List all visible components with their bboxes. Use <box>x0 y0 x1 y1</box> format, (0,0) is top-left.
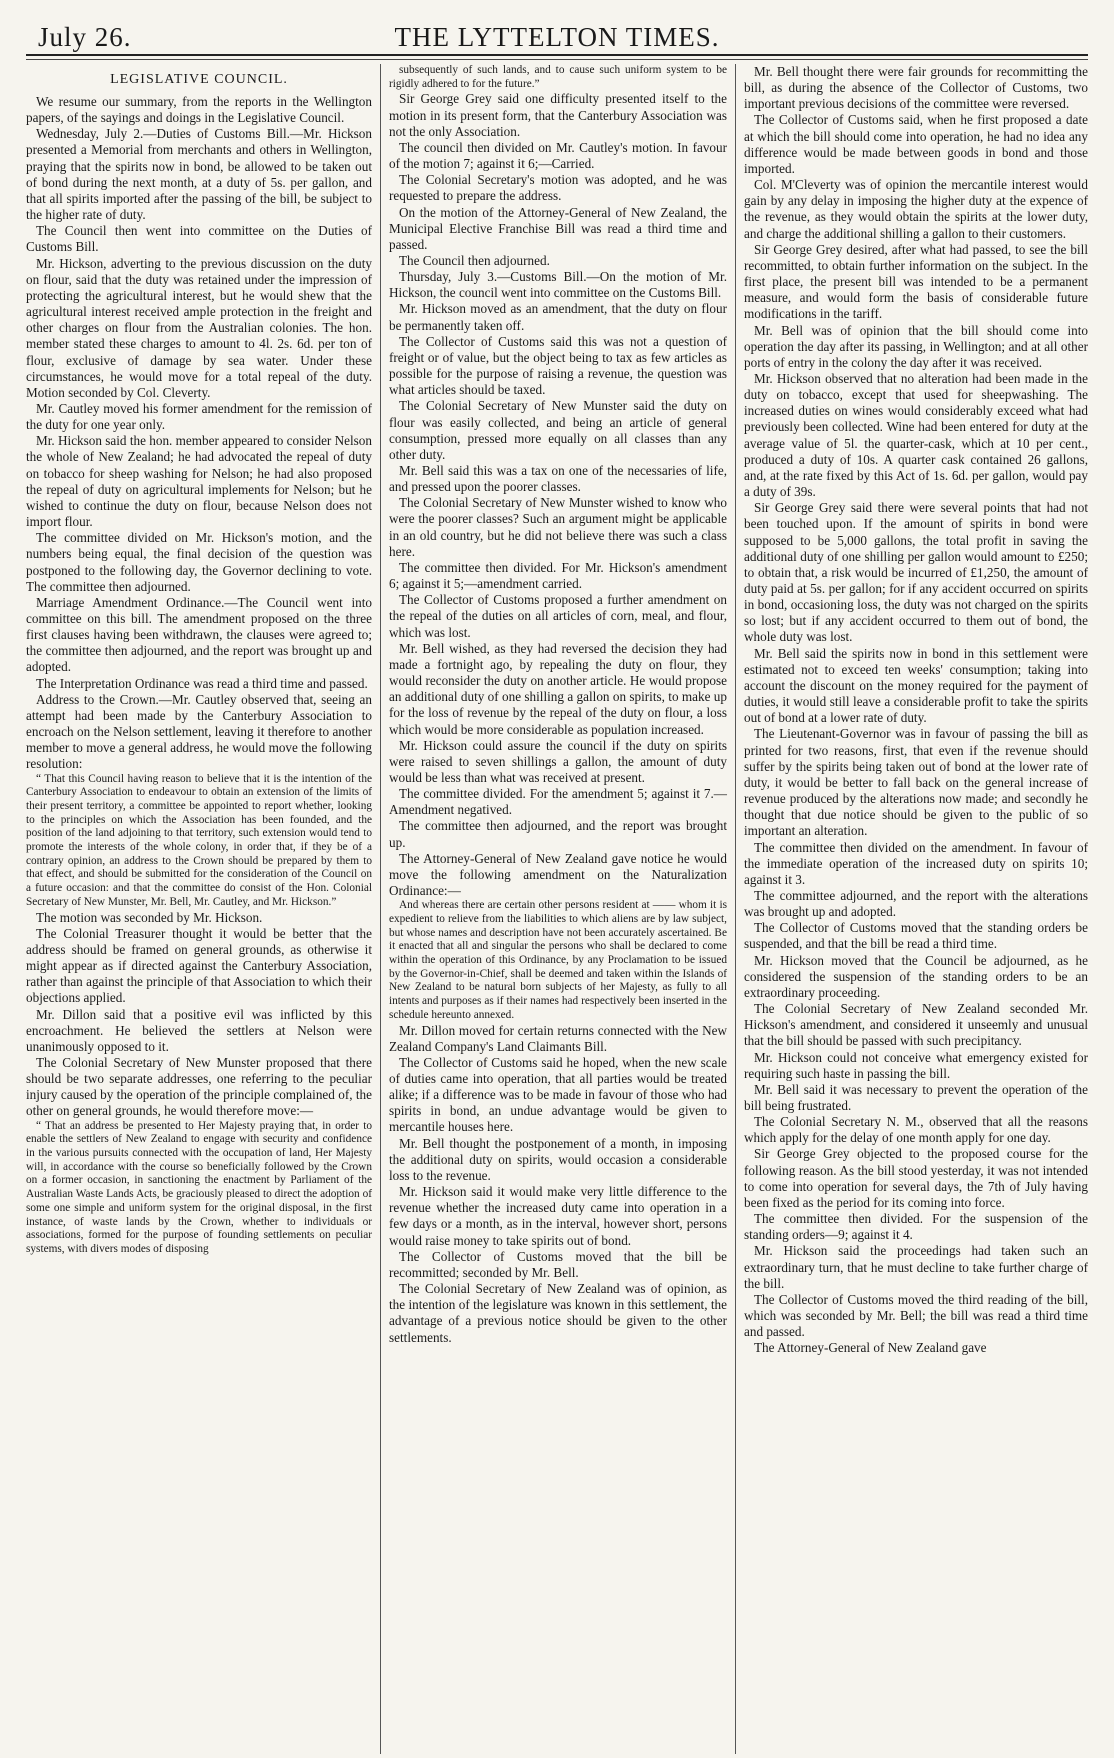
paragraph: The Interpretation Ordinance was read a third time and passed. <box>36 675 368 691</box>
paragraph: The motion was seconded by Mr. Hickson. <box>36 909 263 925</box>
issue-date: July 26. <box>38 22 132 52</box>
paragraph: Mr. Hickson moved that the Council be adjourned, as he considered the suspension of the standing orders to be an extraordinary proceeding. <box>744 952 1088 1000</box>
paragraph: The Colonial Treasurer thought it would be better that the address should be framed on general grounds, as otherwise it might appear as if directed against the Canterbury Association, rather than against the principle of that Association to which their objections applied. <box>26 925 372 1006</box>
paragraph: The Council then went into committee on the Duties of Customs Bill. <box>26 223 372 255</box>
paragraph: The Council then adjourned. <box>399 252 550 268</box>
paragraph: The Colonial Secretary's motion was adopted, and he was requested to prepare the address. <box>389 172 727 204</box>
paragraph: Mr. Bell wished, as they had reversed the decision they had made a fortnight ago, by repealing the duty on flour, they would reconsider the duty on another article. He would propose an additional duty of one shilling a gallon on spirits, to make up for the loss of revenue by the repeal of the duty on flour, a loss which would be more considerable as population increased. <box>389 640 727 737</box>
paragraph: The committee divided. For the amendment 5; against it 7.—Amendment negatived. <box>389 786 727 818</box>
paragraph: The Attorney-General of New Zealand gave notice he would move the following amendment on the Naturalization Ordinance:— <box>389 850 727 899</box>
paragraph: The Colonial Secretary N. M., observed that all the reasons which apply for the delay of one month apply for one day. <box>744 1114 1088 1146</box>
paragraph: Marriage Amendment Ordinance.—The Council went into committee on this bill. The amendment proposed on the three first clauses having been withdrawn, the clauses were agreed to; the committee then adjourned, and the report was brought up and adopted. <box>26 594 372 675</box>
paragraph: Mr. Dillon said that a positive evil was inflicted by this encroachment. He believed the settlers at Nelson were unanimously opposed to it. <box>26 1006 372 1054</box>
paragraph: The council then divided on Mr. Cautley's motion. In favour of the motion 7; against it 6;—Carried. <box>389 139 727 172</box>
paragraph: On the motion of the Attorney-General of New Zealand, the Municipal Elective Franchise Bill was read a third time and passed. <box>389 204 727 252</box>
paragraph: Mr. Hickson moved as an amendment, that the duty on flour be permanently taken off. <box>389 301 727 333</box>
paragraph: Mr. Bell thought there were fair grounds for recommitting the bill, as during the absence of the Collector of Customs, two important previous decisions of the committee were reversed. <box>744 64 1088 112</box>
paragraph: The Collector of Customs moved the third reading of the bill, which was seconded by Mr. Bell; the bill was read a third time and passed. <box>744 1291 1088 1340</box>
paragraph: The Colonial Secretary of New Munster proposed that there should be two separate addresses, one referring to the peculiar injury caused by the operation of the principle complained of, the other on general grounds, he would therefore move:— <box>26 1055 372 1119</box>
paragraph: “ That this Council having reason to believe that it is the intention of the Canterbury Association to endeavour to obtain an extension of the limits of their present territory, a committee be appointed to report whether, looking to the principles on which the Association has been founded, and the position of the land adjoining to that territory, such extension would tend to promote the interests of the whole colony, in order that, if they be of a contrary opinion, an address to the Crown should be prepared by them to that effect, and should be submitted for the consideration of the Council on a future occasion: and that the committee do consist of the Hon. Colonial Secretary of New Munster, Mr. Bell, Mr. Cautley, and Mr. Hickson.” <box>26 772 372 908</box>
paragraph: The committee then divided. For the suspension of the standing orders—9; against it 4. <box>744 1211 1088 1243</box>
paragraph: The Colonial Secretary of New Munster said the duty on flour was easily collected, and being an article of general consumption, pressed more equally on all classes than any other duty. <box>389 398 727 462</box>
paragraph: The committee then divided on the amendment. In favour of the immediate operation of the increased duty on spirits 10; against it 3. <box>744 839 1088 887</box>
paragraph: Mr. Hickson, adverting to the previous discussion on the duty on flour, said that the duty was retained under the impression of protecting the agricultural interest, but he would shew that the agricultural interest received ample protection in the freight and other charges on flour from the Australian colonies. The hon. member stated these charges to amount to 4l. 2s. 6d. per ton of flour, exclusive of damage by sea water. Under these circumstances, he would move for a total repeal of the duty. Motion seconded by Col. Cleverty. <box>26 255 372 400</box>
article-columns <box>26 64 1088 1754</box>
paragraph: Mr. Hickson could assure the council if the duty on spirits were raised to seven shillings a gallon, the amount of duty would be less than what was received at present. <box>389 737 727 785</box>
column-2 <box>381 64 736 1754</box>
paragraph: The committee divided on Mr. Hickson's motion, and the numbers being equal, the final decision of the question was postponed to the following day, the Governor declining to vote. The committee then adjourned. <box>26 530 372 594</box>
paragraph: The committee then adjourned, and the report was brought up. <box>389 818 727 850</box>
paragraph: Address to the Crown.—Mr. Cautley observed that, seeing an attempt had been made by the Canterbury Association to encroach on the Nelson settlement, leaving it therefore to another member to move a general address, he would move the following resolution: <box>26 691 372 772</box>
paragraph: And whereas there are certain other persons resident at —— whom it is expedient to relieve from the liabilities to which aliens are by law subject, but whose names and description have not been accurately ascertained. Be it enacted that all and singular the persons who shall be declared to come within the operation of this Ordinance, by any Proclamation to be issued by the Governor-in-Chief, shall be deemed and taken within the Islands of New Zealand to be natural born subjects of her Majesty, as fully to all intents and purposes as if their names had respectively been inserted in the schedule hereunto annexed. <box>389 899 727 1021</box>
paragraph: Sir George Grey said one difficulty presented itself to the motion in its present form, that the Canterbury Association was not the only Association. <box>389 91 727 139</box>
paragraph: Mr. Bell said this was a tax on one of the necessaries of life, and pressed upon the poorer classes. <box>389 463 727 495</box>
paragraph: The Collector of Customs said he hoped, when the new scale of duties came into operation, that all parties would be treated alike; if a difference was to be made in favour of those who had spirits in bond, an undue advantage would be given to mercantile houses here. <box>389 1054 727 1135</box>
paragraph: The committee then divided. For Mr. Hickson's amendment 6; against it 5;—amendment carried. <box>389 559 727 592</box>
column-3 <box>736 64 1088 1754</box>
paragraph: The Collector of Customs said, when he first proposed a date at which the bill should come into operation, he had no idea any difference would be made between goods in bond and those imported. <box>744 112 1088 176</box>
paragraph: The committee adjourned, and the report with the alterations was brought up and adopted. <box>744 887 1088 920</box>
paragraph: Mr. Hickson said the proceedings had taken such an extraordinary turn, that he must decline to take further charge of the bill. <box>744 1243 1088 1291</box>
paragraph: Mr. Bell said the spirits now in bond in this settlement were estimated not to exceed ten weeks' consumption; taking into account the discount on the money required for the payment of duties, it would still leave a considerable profit to take the spirits out of bond at a lower rate of duty. <box>744 645 1088 726</box>
paragraph: Mr. Bell was of opinion that the bill should come into operation the day after its passing, in Wellington; and at all other ports of entry in the colony the day after it was received. <box>744 322 1088 370</box>
paragraph: The Collector of Customs said this was not a question of freight or of value, but the object being to tax as few articles as possible for the purpose of raising a revenue, the question was what articles should be taxed. <box>389 333 727 398</box>
paragraph: Mr. Cautley moved his former amendment for the remission of the duty for one year only. <box>26 400 372 433</box>
masthead-rule <box>26 59 1088 60</box>
paragraph: Thursday, July 3.—Customs Bill.—On the motion of Mr. Hickson, the council went into committee on the Customs Bill. <box>389 269 727 301</box>
paragraph: Mr. Bell said it was necessary to prevent the operation of the bill being frustrated. <box>744 1081 1088 1113</box>
paragraph: The Attorney-General of New Zealand gave <box>754 1340 987 1356</box>
section-heading: LEGISLATIVE COUNCIL. <box>110 72 288 87</box>
paragraph: Sir George Grey said there were several points that had not been touched upon. If the amount of spirits in bond were supposed to be 5,000 gallons, the total profit in saving the additional duty of one shilling per gallon would amount to £250; to obtain that, a risk would be incurred of £1,250, the amount of duty paid at 5s. per gallon; for if any accident occurred on spirits in bond, occasioning loss, the duty was not charged on the spirits so lost; but if any accident occurred to them out of bond, the whole duty was lost. <box>744 500 1088 645</box>
paragraph: Mr. Dillon moved for certain returns connected with the New Zealand Company's Land Claimants Bill. <box>389 1022 727 1054</box>
paragraph: Mr. Hickson could not conceive what emergency existed for requiring such haste in passing the bill. <box>744 1049 1088 1081</box>
paragraph: The Colonial Secretary of New Munster wished to know who were the poorer classes? Such an argument might be applicable in an old country, but he did not believe there was such a class here. <box>389 495 727 559</box>
paragraph: The Lieutenant-Governor was in favour of passing the bill as printed for two reasons, first, that even if the revenue should suffer by the spirits being taken out of bond at the lower rate of duty, it would be better to fall back on the general increase of revenue produced by the alterations now made; and secondly he thought that due notice should be given to the public of so important an alteration. <box>744 726 1088 839</box>
paragraph: Sir George Grey objected to the proposed course for the following reason. As the bill stood yesterday, it was not intended to come into operation for several days, the 7th of July having been fixed as the period for its coming into force. <box>744 1146 1088 1210</box>
masthead <box>26 18 1088 56</box>
paragraph: The Collector of Customs moved that the bill be recommitted; seconded by Mr. Bell. <box>389 1248 727 1280</box>
newspaper-title: THE LYTTELTON TIMES. <box>394 22 720 52</box>
paragraph: Sir George Grey desired, after what had passed, to see the bill recommitted, to obtain further information on the subject. In the first place, the present bill was intended to be a permanent measure, and would form the basis of considerable future modifications in the tariff. <box>744 241 1088 322</box>
paragraph: The Colonial Secretary of New Zealand seconded Mr. Hickson's amendment, and considered it unseemly and unusual that the bill should be passed with such precipitancy. <box>744 1001 1088 1049</box>
paragraph: The Collector of Customs proposed a further amendment on the repeal of the duties on all articles of corn, meal, and flour, which was lost. <box>389 592 727 640</box>
paragraph: Mr. Hickson said it would make very little difference to the revenue whether the increased duty came into operation in a few days or a month, as in the interval, however short, persons would raise money to take spirits out of bond. <box>389 1184 727 1248</box>
paragraph: Mr. Bell thought the postponement of a month, in imposing the additional duty on spirits, would occasion a considerable loss to the revenue. <box>389 1135 727 1183</box>
column-1 <box>26 64 381 1754</box>
paragraph: “ That an address be presented to Her Majesty praying that, in order to enable the settlers of New Zealand to engage with security and confidence in the various pursuits connected with the occupation of land, Her Majesty will, in accordance with the course so beneficially followed by the Crown on a former occasion, in sanctioning the enactment by Parliament of the Australian Waste Lands Acts, be graciously pleased to direct the adoption of some one simple and uniform system for the original disposal, in the first instance, of waste lands by the Crown, whether to individuals or associations, formed for the purpose of founding settlements on peculiar systems, with divers modes of disposing <box>26 1119 372 1255</box>
paragraph: subsequently of such lands, and to cause such uniform system to be rigidly adhered to for the future.” <box>389 64 727 90</box>
paragraph: The Colonial Secretary of New Zealand was of opinion, as the intention of the legislature was known in this settlement, the advantage of a previous notice should be given to the other settlements. <box>389 1281 727 1345</box>
paragraph: Mr. Hickson observed that no alteration had been made in the duty on tobacco, except that used for sheepwashing. The increased duties on wines would considerably exceed what had previously been collected. Wine had been entered for duty at the average value of 5l. the quarter-cask, which at 10 per cent., produced a duty of 10s. A quarter cask contained 26 gallons, and, at the rate fixed by this Act of 1s. 6d. per gallon, would pay a duty of 39s. <box>744 370 1088 500</box>
paragraph: Col. M'Cleverty was of opinion the mercantile interest would gain by any delay in imposing the higher duty at the expence of the revenue, as they would obtain the spirits at the lower duty, and charge the additional shilling a gallon to their customers. <box>744 177 1088 241</box>
paragraph: We resume our summary, from the reports in the Wellington papers, of the sayings and doings in the Legislative Council. <box>26 94 372 126</box>
paragraph: Wednesday, July 2.—Duties of Customs Bill.—Mr. Hickson presented a Memorial from merchants and others in Wellington, praying that the spirits now in bond, be allowed to be taken out of bond during the next month, at a duty of 5s. per gallon, and that all spirits imported after the passing of the bill, be subject to the higher rate of duty. <box>26 126 372 223</box>
paragraph: Mr. Hickson said the hon. member appeared to consider Nelson the whole of New Zealand; he had advocated the repeal of duty on tobacco for sheep washing for Nelson; he had also proposed the repeal of duty on agricultural implements for Nelson; but he wished to continue the duty on flour, because Nelson does not import flour. <box>26 433 372 530</box>
paragraph: The Collector of Customs moved that the standing orders be suspended, and that the bill be read a third time. <box>744 920 1088 952</box>
